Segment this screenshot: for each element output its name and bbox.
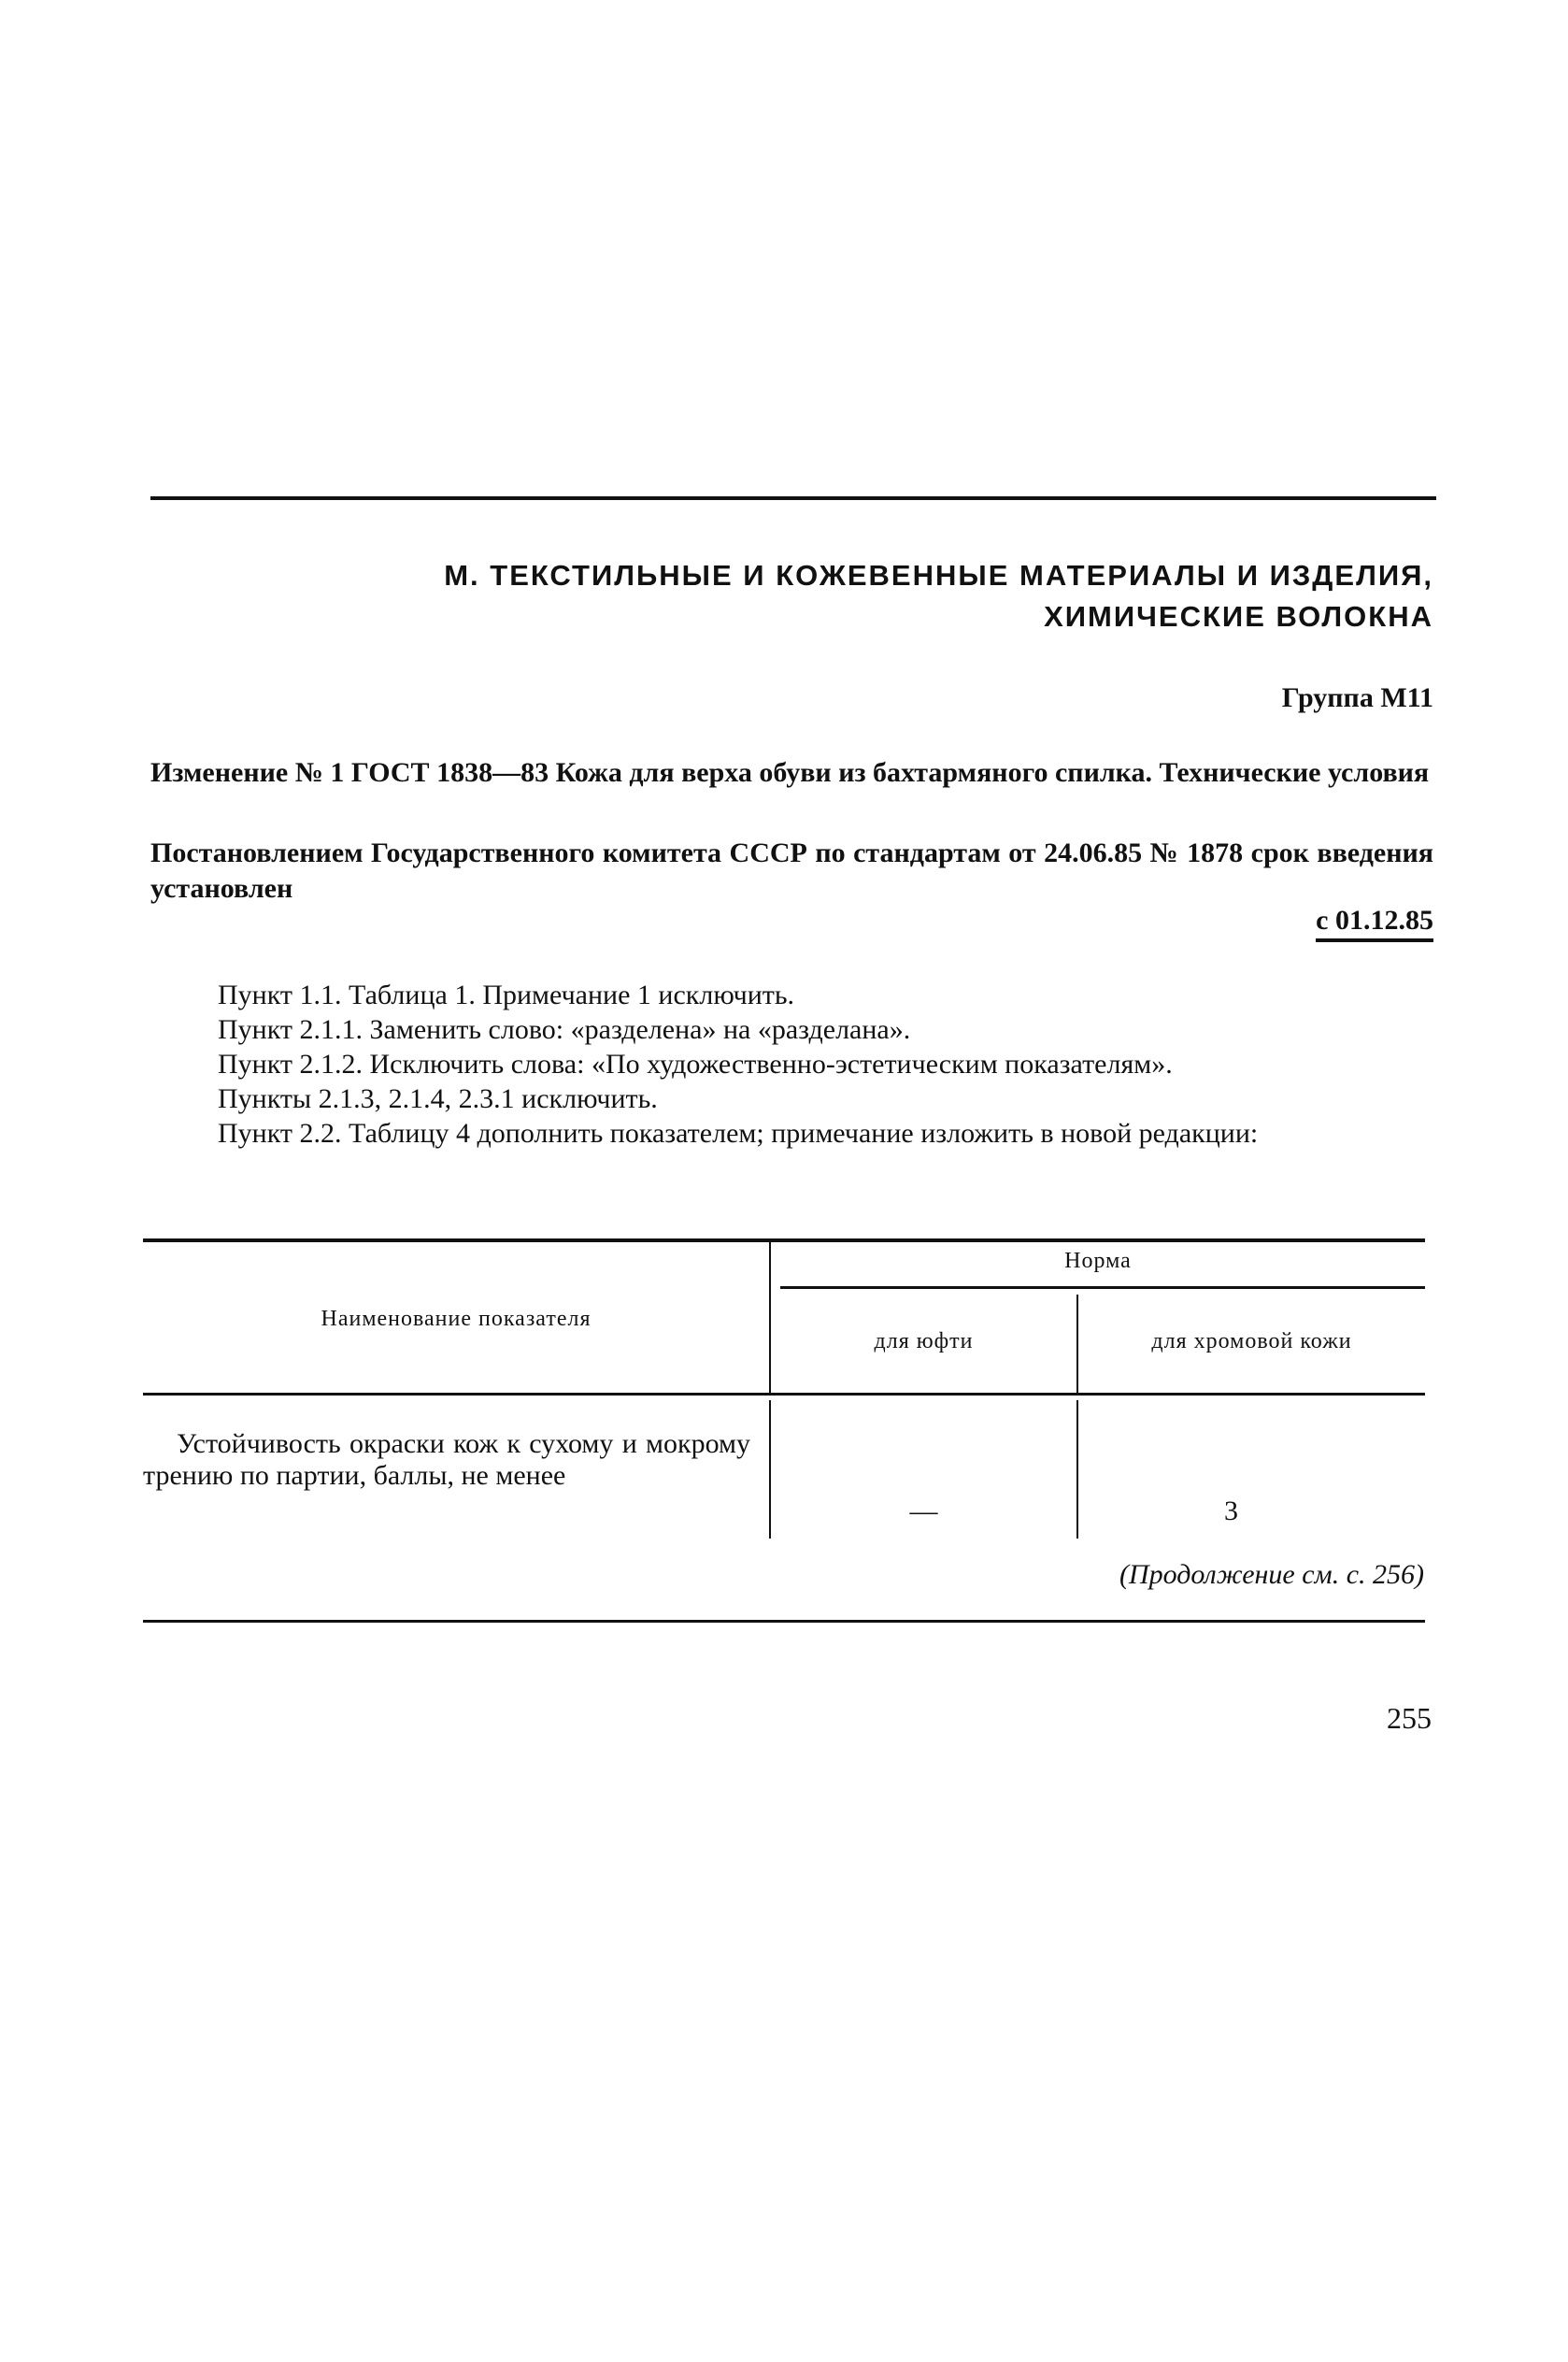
table-header-rule [143,1393,1425,1396]
page-number: 255 [1387,1701,1432,1735]
amendments [150,978,1433,1151]
paragraph: Пункт 2.2. Таблицу 4 дополнить показателем; примечание изложить в новой редакции: [218,1118,1259,1149]
header-indicator-name: Наименование показателя [321,1307,592,1331]
paragraph: Пункт 1.1. Таблица 1. Примечание 1 исключить. [218,980,795,1010]
group-label: Группа М11 [1281,682,1433,713]
table-row-chrome: 3 [1224,1496,1238,1526]
table-row-yufti: — [909,1496,938,1526]
top-rule [150,496,1436,500]
header-chrome: для хромовой кожи [1151,1329,1352,1353]
change-title: Изменение № 1 ГОСТ 1838—83 Кожа для верха обуви из бахтармяного спилка. Технические условия [150,757,1430,788]
paragraph: Пункт 2.1.1. Заменить слово: «разделена» на «разделана». [218,1014,911,1045]
bottom-rule [143,1620,1425,1623]
table-top-rule [143,1238,1425,1242]
effective-date: с 01.12.85 [1316,905,1433,942]
paragraph: Пункты 2.1.3, 2.1.4, 2.3.1 исключить. [218,1083,658,1114]
section-heading-line-2: ХИМИЧЕСКИЕ ВОЛОКНА [1044,600,1433,633]
paragraph: Пункт 2.1.2. Исключить слова: «По художественно-эстетическим показателям». [218,1049,1173,1080]
decree-text: Постановлением Государственного комитета СССР по стандартам от 24.06.85 № 1878 срок введения установлен [150,837,1433,904]
header-norma: Норма [1064,1249,1132,1273]
header-yufti: для юфти [874,1329,974,1353]
norma-underline [780,1286,1425,1289]
continuation-note: (Продолжение см. с. 256) [1119,1559,1424,1590]
table-row-name: Устойчивость окраски кож к сухому и мокрому трению по партии, баллы, не менее [143,1428,750,1491]
section-heading-line-1: М. ТЕКСТИЛЬНЫЕ И КОЖЕВЕННЫЕ МАТЕРИАЛЫ И ИЗДЕЛИЯ, [444,559,1433,592]
